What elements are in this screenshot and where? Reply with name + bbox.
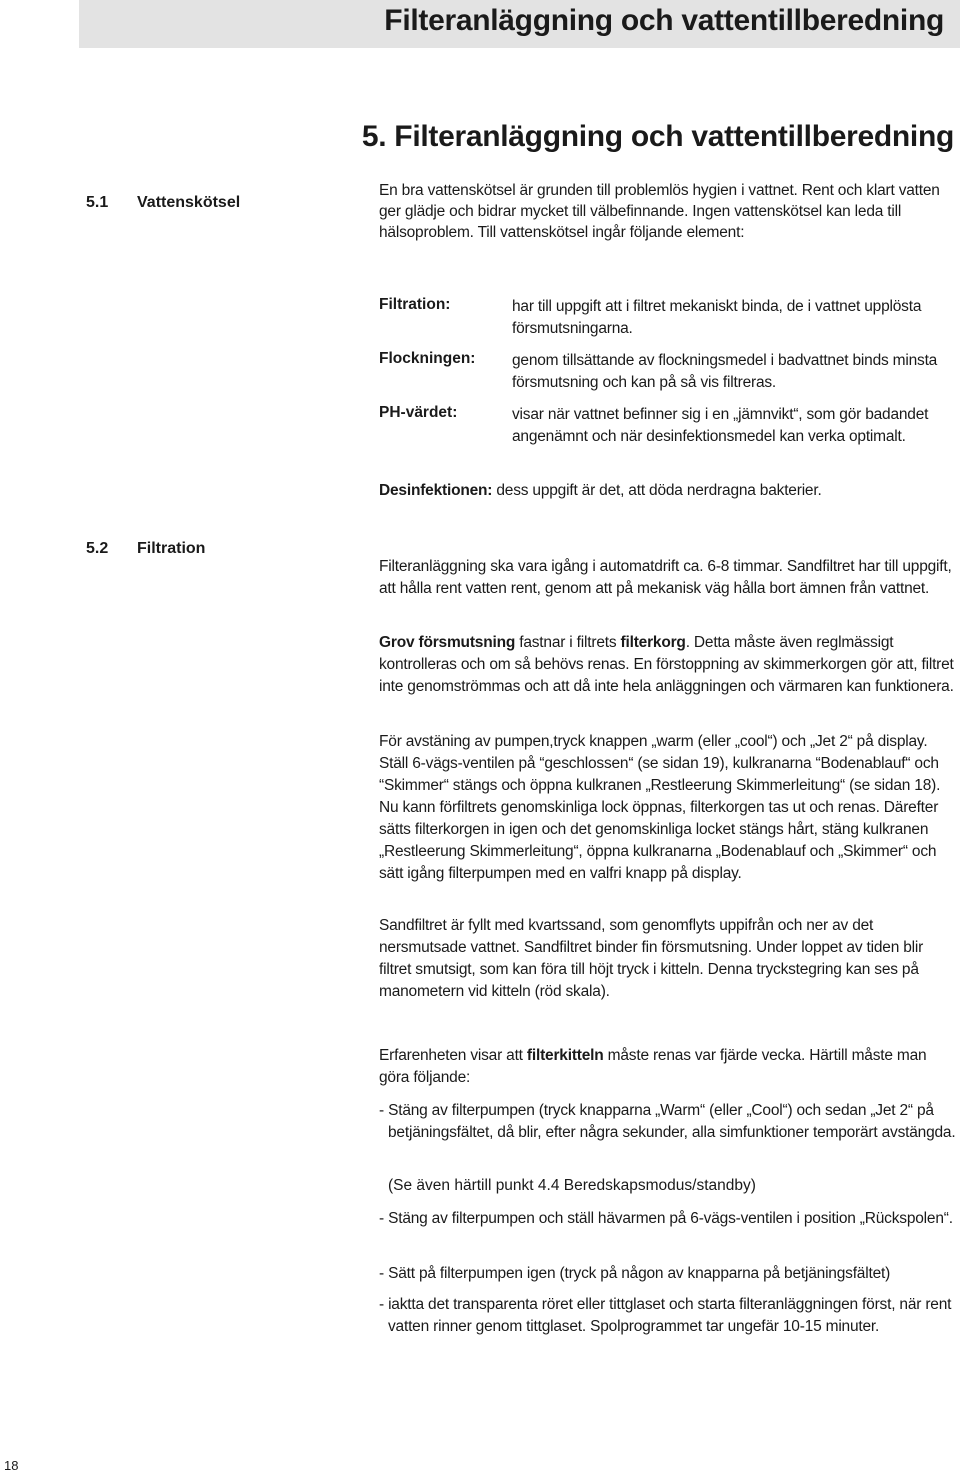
definition-term-flockning: Flockningen: [379,350,476,367]
page-number: 18 [4,1458,19,1473]
list-item-step-2: - Stäng av filterpumpen och ställ hävarmen på 6-vägs-ventilen i position „Rückspolen“. [379,1210,953,1227]
section-1-intro: En bra vattenskötsel är grunden till problemlös hygien i vattnet. Rent och klart vatten ger glädje och bidrar mycket till välbefinnande. Ingen vattenskötsel kan leda till hälsoproblem. Till vattenskötsel ingår följande element: [379,182,940,241]
running-header-title: Filteranläggning och vattentillberedning [384,4,944,37]
definition-desinfektion [379,482,822,500]
filtration-paragraph-4: Sandfiltret är fyllt med kvartssand, som genomflyts uppifrån och ner av det nersmutsade vattnet. Sandfiltret binder fin försmutsning. Under loppet av tiden blir filtret smutsigt, som kan föra till höjt tryck i kitteln. Denna tryckstegring kan ses på manometern vid kitteln (röd skala). [379,917,924,1000]
list-item-step-3: - Sätt på filterpumpen igen (tryck på någon av knapparna på betjäningsfältet) [379,1265,891,1282]
standby-note: (Se även härtill punkt 4.4 Beredskapsmodus/standby) [388,1177,756,1194]
definition-term-desinfektion: Desinfektionen: [379,482,493,499]
list-item-step-4: - iaktta det transparenta röret eller tittglaset och starta filteranläggningen först, när rent vatten rinner genom tittglaset. Spolprogrammet tar ungefär 10-15 minuter. [379,1296,952,1335]
section-title-vattenskotsel: Vattenskötsel [137,194,241,211]
p2-text-2: . Detta måste även reglmässigt kontrolleras och om så behövs renas. En förstoppning av skimmerkorgen gör att, filtret inte genomströmmas och att då inte hela anläggningen och värmaren kan funktionera. [379,634,954,695]
list-item-step-1: - Stäng av filterpumpen (tryck knapparna „Warm“ (eller „Cool“) och sedan „Jet 2“ på betjäningsfältet, då blir, efter några sekunder, alla simfunktioner temporärt avstängda. [379,1102,956,1141]
header-band [79,0,960,48]
chapter-title: 5. Filteranläggning och vattentillberedning [361,120,954,153]
definition-term-ph: PH-värdet: [379,404,458,421]
section-number-5-1: 5.1 [86,194,109,211]
p5-text-2: måste renas var fjärde vecka. Härtill måste man göra följande: [379,1047,927,1086]
section-title-filtration: Filtration [137,540,206,557]
filtration-paragraph-1: Filteranläggning ska vara igång i automatdrift ca. 6-8 timmar. Sandfiltret har till uppgift, att hålla rent vatten rent, genom att på mekanisk väg hålla bort ämnen från vattnet. [379,558,952,597]
definition-desc-flockning: genom tillsättande av flockningsmedel i badvattnet binds minsta försmutsning och kan på så vis filtreras. [512,352,938,391]
bold-filterkitteln: filterkitteln [526,1047,604,1064]
definition-desc-filtration: har till uppgift att i filtret mekaniskt binda, de i vattnet upplösta försmutsningarna. [512,298,922,337]
filtration-paragraph-2 [379,632,959,698]
definition-desc-ph: visar när vattnet befinner sig i en „jämnvikt“, som gör badandet angenämnt och när desinfektionsmedel kan verka optimalt. [512,406,929,445]
bold-grov-forsmutsning: Grov försmutsning [379,634,516,651]
definition-desc-desinfektion: dess uppgift är det, att döda nerdragna bakterier. [492,482,822,499]
definition-term-filtration: Filtration: [379,296,451,313]
section-number-5-2: 5.2 [86,540,109,557]
bold-filterkorg: filterkorg [620,634,686,651]
p5-text-1: Erfarenheten visar att [379,1047,527,1064]
filtration-paragraph-5 [379,1045,959,1089]
p2-text-1: fastnar i filtrets [515,634,621,651]
filtration-paragraph-3: För avstäning av pumpen,tryck knappen „warm (eller „cool“) och „Jet 2“ på display. Ställ 6-vägs-ventilen på “geschlossen“ (se sidan 19), kulkranarna “Bodenablauf“ och “Skimmer“ stängs och öppna kulkranen „Restleerung Skimmerleitung“ (se sidan 18). Nu kann förfiltrets genomskinliga lock öppnas, filterkorgen tas ut och renas. Därefter sätts filterkorgen in igen och det genomskinliga locket stängs hårt, stäng kulkranen „Restleerung Skimmerleitung“, öppna kulkranarna „Bodenablauf och „Skimmer“ och sätt igång filterpumpen med en valfri knapp på display. [379,733,941,882]
